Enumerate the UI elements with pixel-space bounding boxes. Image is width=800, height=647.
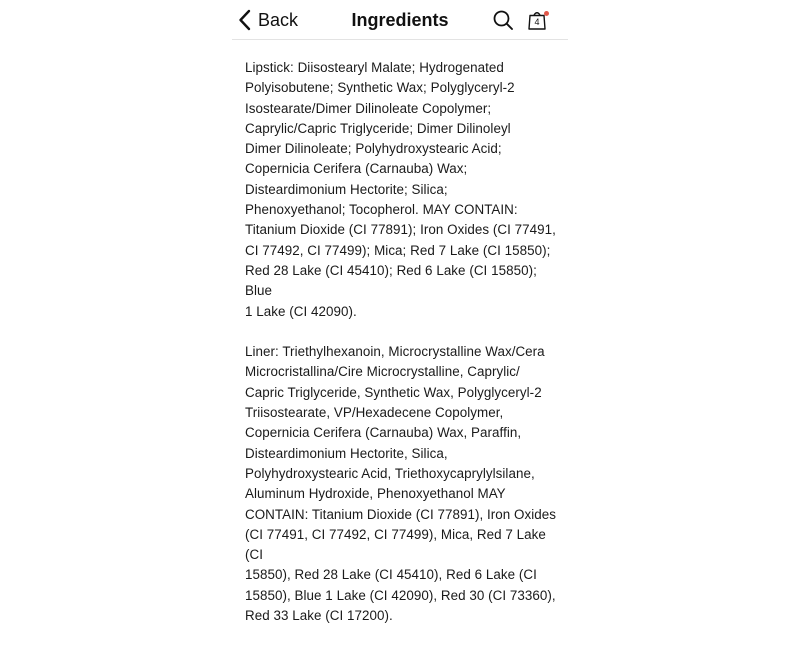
search-icon [492,9,514,31]
lipstick-ingredients: Lipstick: Diisostearyl Malate; Hydrogenated Polyisobutene; Synthetic Wax; Polyglyceryl-2 Isostearate/Dimer Dilinoleate Copolymer; Caprylic/Capric Triglyceride; Dimer Dilinoleyl Dimer Dilinoleate; Polyhydroxystearic Acid; Copernicia Cerifera (Carnauba) Wax; Disteardimonium Hectorite; Silica; Phenoxyethanol; Tocopherol. MAY CONTAIN: Titanium Dioxide (CI 77891); Iron Oxides (CI 77491, CI 77492, CI 77499); Mica; Red 7 Lake (CI 15850); Red 28 Lake (CI 45410); Red 6 Lake (CI 15850); Blue 1 Lake (CI 42090). [245,60,556,319]
page-title: Ingredients [351,10,449,30]
ingredients-screen [232,0,568,624]
search-button[interactable] [492,9,514,31]
bag-count-badge: 4 [534,17,540,27]
back-button[interactable] [238,6,298,34]
liner-ingredients: Liner: Triethylhexanoin, Microcrystalline Wax/Cera Microcristallina/Cire Microcrystalline, Caprylic/ Capric Triglyceride, Synthetic Wax, Polyglyceryl-2 Triisostearate, VP/Hexadecene Copolymer, Copernicia Cerifera (Carnauba) Wax, Paraffin, Disteardimonium Hectorite, Silica, Polyhydroxystearic Acid, Triethoxycaprylylsilane, Aluminum Hydroxide, Phenoxyethanol MAY CONTAIN: Titanium Dioxide (CI 77891), Iron Oxides (CI 77491, CI 77492, CI 77499), Mica, Red 7 Lake (CI 15850), Red 28 Lake (CI 45410), Red 6 Lake (CI 15850), Blue 1 Lake (CI 42090), Red 30 (CI 73360), Red 33 Lake (CI 17200). [245,344,557,624]
chevron-left-icon [238,9,252,31]
navigation-bar [232,0,568,40]
shopping-bag-button[interactable] [528,8,552,32]
notification-dot [544,11,549,16]
ingredients-content [245,58,559,647]
back-label: Back [258,10,299,30]
